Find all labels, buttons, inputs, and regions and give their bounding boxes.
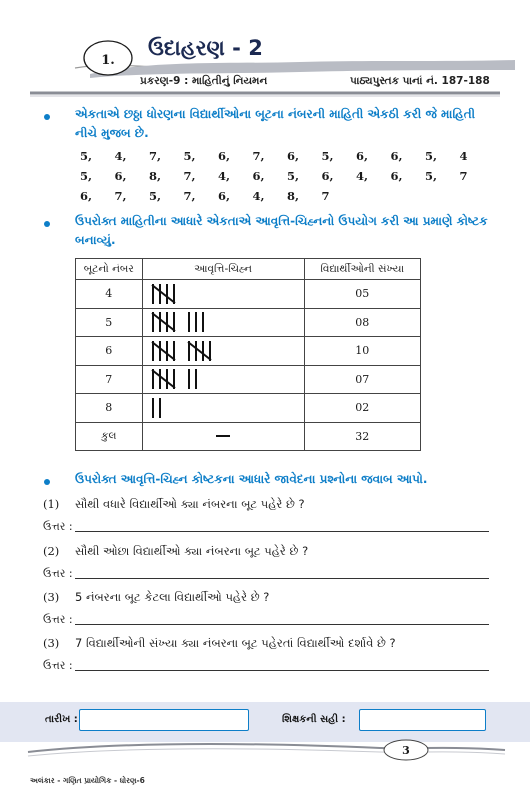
table-row: [76, 365, 421, 394]
shoe-number: 4,: [356, 169, 369, 183]
shoe-number: 5,: [425, 169, 438, 183]
intro-text-line1: એકતાએ છઠ્ઠા ધોરણના વિદ્યાર્થીઓના બૂટના નંબરની માહિતી એકઠી કરી જે માહિતી: [75, 107, 476, 121]
shoe-number: 4: [459, 149, 468, 163]
count-cell: 10: [304, 337, 420, 366]
shoe-number: 6,: [390, 169, 403, 183]
shoe-number: 5,: [80, 169, 93, 183]
shoe-number: 5,: [149, 189, 162, 203]
questions-intro: ઉપરોક્ત આવૃત્તિ-ચિહ્ન કોષ્ટકના આધારે જાવેદના પ્રશ્નોના જવાબ આપો.: [75, 472, 428, 486]
dash-icon: [216, 435, 230, 437]
shoe-number-list: [80, 149, 480, 203]
shoe-number: 6,: [80, 189, 93, 203]
shoe-number: 8,: [149, 169, 162, 183]
question-text: સૌથી વધારે વિદ્યાર્થીઓ ક્યા નંબરના બૂટ પહેરે છે ?: [75, 497, 305, 511]
bullet-icon: [44, 479, 50, 485]
total-tally-cell: [142, 422, 304, 451]
shoe-number: 6,: [252, 169, 265, 183]
exercise-number: 1.: [101, 53, 115, 68]
count-cell: 05: [304, 280, 420, 309]
question-number: (1): [43, 497, 60, 511]
question-number: (3): [43, 636, 60, 650]
question-text: 5 નંબરના બૂટ કેટલા વિદ્યાર્થીઓ પહેરે છે ?: [75, 590, 270, 604]
chapter-label: પ્રકરણ-9 : માહિતીનું નિયમન: [140, 75, 268, 87]
tally-mark-icon: [143, 366, 303, 392]
shoe-number: 7,: [114, 189, 127, 203]
table-row: [76, 280, 421, 309]
answer-label: ઉત્તર :: [43, 520, 73, 533]
question-text: સૌથી ઓછા વિદ્યાર્થીઓ ક્યા નંબરના બૂટ પહેરે છે ?: [75, 544, 309, 558]
tally-cell: [142, 337, 304, 366]
page-number: 3: [402, 744, 410, 757]
header-tally: આવૃત્તિ-ચિહ્ન: [142, 259, 304, 280]
answer-label: ઉત્તર :: [43, 613, 73, 626]
shoe-number: 5,: [183, 149, 196, 163]
page-title: ઉદાહરણ - 2: [148, 36, 263, 60]
tally-mark-icon: [143, 395, 303, 421]
table-row: [76, 337, 421, 366]
table-row: [76, 308, 421, 337]
table-total-row: [76, 422, 421, 451]
shoe-number: 4,: [114, 149, 127, 163]
tally-cell: [142, 365, 304, 394]
header-shoe-number: બૂટનો નંબર: [76, 259, 143, 280]
shoe-number: 7: [459, 169, 468, 183]
shoe-number: 5,: [321, 149, 334, 163]
question-number: (2): [43, 544, 60, 558]
shoe-number: 4,: [252, 189, 265, 203]
teacher-sign-label: શિક્ષકની સહી :: [282, 714, 346, 725]
date-label: તારીખ :: [45, 714, 78, 725]
shoe-number: 6,: [218, 149, 231, 163]
answer-field[interactable]: [75, 578, 489, 579]
tally-cell: [142, 308, 304, 337]
frequency-table: [75, 258, 421, 451]
answer-field[interactable]: [75, 670, 489, 671]
shoe-number: 7,: [183, 169, 196, 183]
instruction-text-line2: બનાવ્યું.: [75, 233, 116, 247]
table-header-row: [76, 259, 421, 280]
tally-cell: [142, 394, 304, 423]
shoe-number: 7,: [149, 149, 162, 163]
answer-label: ઉત્તર :: [43, 659, 73, 672]
total-count: 32: [304, 422, 420, 451]
bullet-icon: [44, 221, 50, 227]
shoe-number: 6,: [390, 149, 403, 163]
answer-label: ઉત્તર :: [43, 567, 73, 580]
shoe-number: 7,: [252, 149, 265, 163]
shoe-number: 6,: [218, 189, 231, 203]
question-text: 7 વિદ્યાર્થીઓની સંખ્યા ક્યા નંબરના બૂટ પહેરતાં વિદ્યાર્થીઓ દર્શાવે છે ?: [75, 636, 396, 650]
shoe-number: 8,: [287, 189, 300, 203]
shoe-number: 7: [321, 189, 330, 203]
shoe-number: 7,: [183, 189, 196, 203]
total-label: કુલ: [76, 422, 143, 451]
shoe-number: 6,: [114, 169, 127, 183]
teacher-sign-field[interactable]: [359, 709, 486, 731]
shoe-number: 6,: [356, 149, 369, 163]
shoe-number-cell: 8: [76, 394, 143, 423]
footer-wave: [0, 738, 530, 768]
table-row: [76, 394, 421, 423]
header-student-count: વિદ્યાર્થીઓની સંખ્યા: [304, 259, 420, 280]
shoe-number: 5,: [80, 149, 93, 163]
answer-field[interactable]: [75, 624, 489, 625]
question-number: (3): [43, 590, 60, 604]
textbook-pages-label: પાઠ્યપુસ્તક પાનાં નં. 187-188: [350, 75, 490, 87]
count-cell: 02: [304, 394, 420, 423]
intro-text-line2: નીચે મુજબ છે.: [75, 126, 149, 140]
shoe-number-cell: 4: [76, 280, 143, 309]
shoe-number: 5,: [287, 169, 300, 183]
tally-mark-icon: [143, 309, 303, 335]
bullet-icon: [44, 114, 50, 120]
shoe-number: 4,: [218, 169, 231, 183]
shoe-number-cell: 5: [76, 308, 143, 337]
date-field[interactable]: [79, 709, 249, 731]
answer-field[interactable]: [75, 531, 489, 532]
book-title: અલંકાર - ગણિત પ્રાયોગિક - ધોરણ-6: [30, 776, 145, 785]
shoe-number: 6,: [287, 149, 300, 163]
shoe-number-cell: 7: [76, 365, 143, 394]
instruction-text-line1: ઉપરોક્ત માહિતીના આધારે એકતાએ આવૃત્તિ-ચિહ્નનો ઉપયોગ કરી આ પ્રમાણે કોષ્ટક: [75, 214, 488, 228]
count-cell: 08: [304, 308, 420, 337]
count-cell: 07: [304, 365, 420, 394]
shoe-number-cell: 6: [76, 337, 143, 366]
shoe-number: 5,: [425, 149, 438, 163]
tally-cell: [142, 280, 304, 309]
shoe-number: 6,: [321, 169, 334, 183]
tally-mark-icon: [143, 281, 303, 307]
tally-mark-icon: [143, 338, 303, 364]
